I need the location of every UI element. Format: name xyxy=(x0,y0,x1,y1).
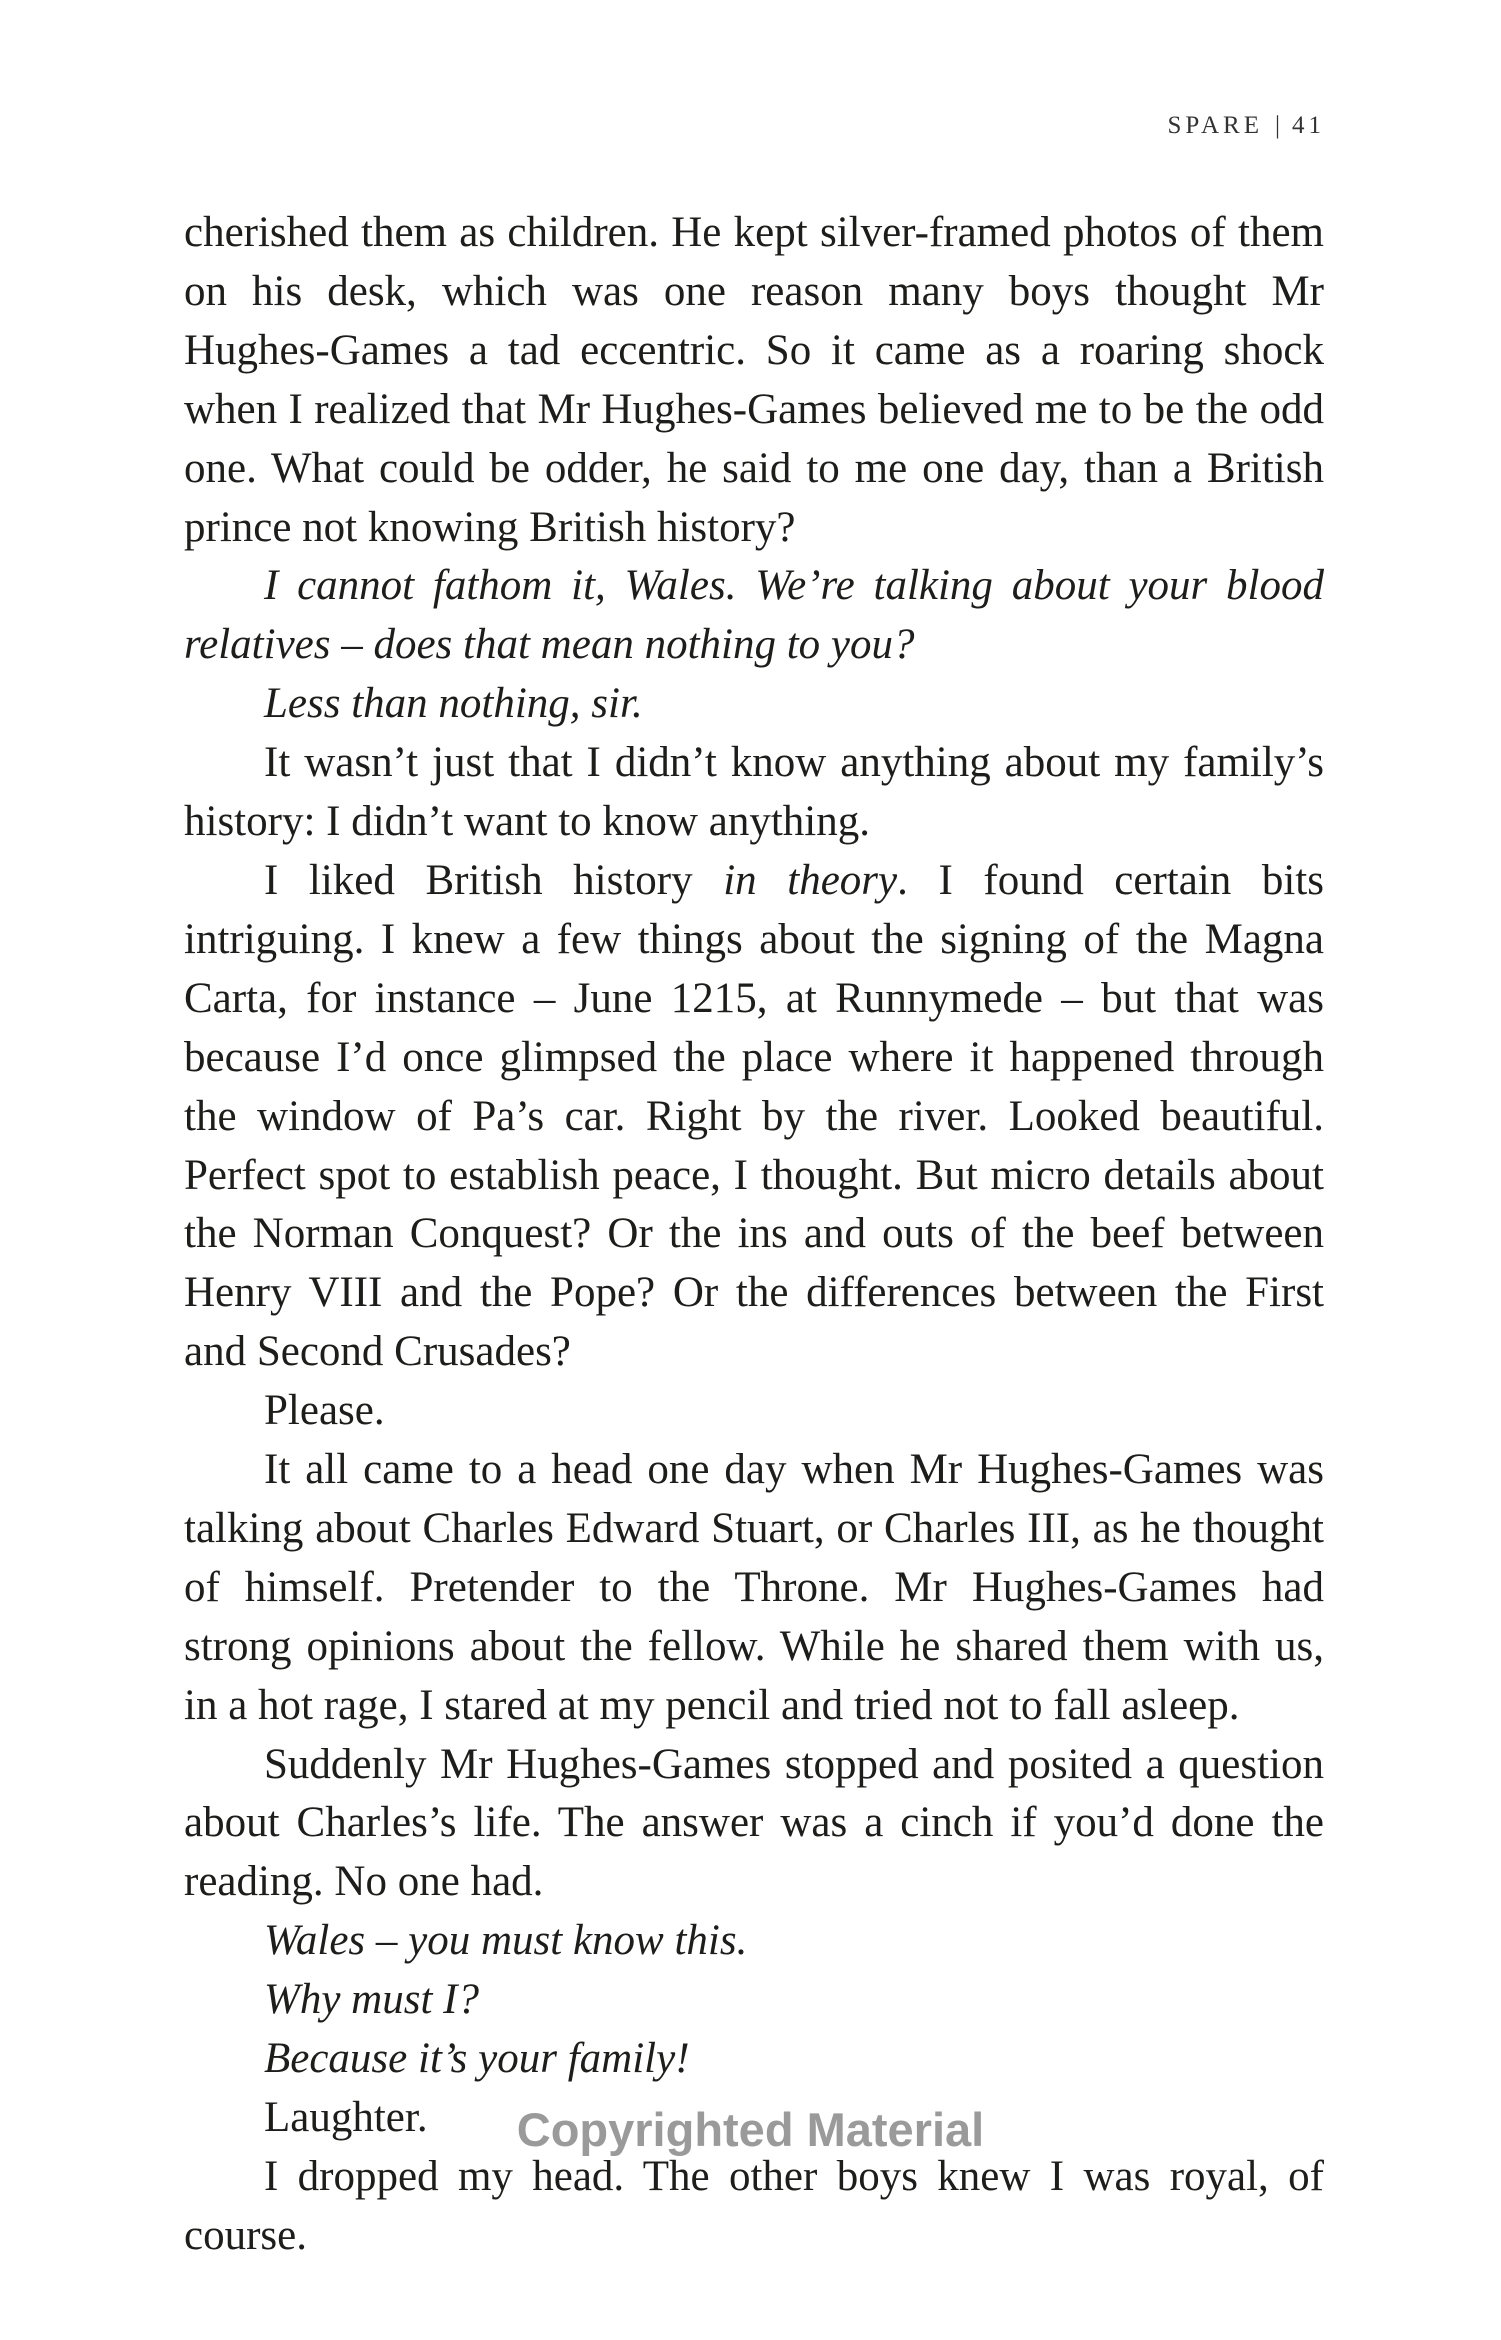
paragraph xyxy=(184,1971,1324,2030)
paragraph-text: It all came to a head one day when Mr Hughes-Games was talking about Charles Edward Stuart, or Charles III, as he thought of himself. Pretender to the Throne. Mr Hughes-Games had strong opinions about the fellow. While he shared them with us, in a hot rage, I stared at my pencil and tried not to fall asleep. xyxy=(184,1446,1324,1729)
paragraph xyxy=(184,734,1324,852)
paragraph-text: It wasn’t just that I didn’t know anything about my family’s history: I didn’t want to know anything. xyxy=(184,739,1324,846)
paragraph-text: I dropped my head. The other boys knew I was royal, of course. xyxy=(184,2152,1324,2259)
paragraph-text: Please. xyxy=(264,1387,385,1435)
paragraph-text: I liked British history xyxy=(264,856,724,904)
paragraph-text: Laughter. xyxy=(264,2094,428,2141)
paragraph-text: cherished them as children. He kept silver-framed photos of them on his desk, which was one reason many boys thought Mr Hughes-Games a tad eccentric. So it came as a roaring shock when I realized that Mr Hughes-Games believed me to be the odd one. What could be odder, he said to me one day, than a British prince not knowing British history? xyxy=(184,209,1324,551)
italic-dialogue: Less than nothing, sir. xyxy=(264,680,643,728)
italic-emphasis: in theory xyxy=(723,856,898,904)
paragraph xyxy=(184,557,1324,675)
paragraph xyxy=(184,204,1324,557)
paragraph-text: Suddenly Mr Hughes-Games stopped and posited a question about Charles’s life. The answer was a cinch if you’d done the reading. No one had. xyxy=(184,1740,1324,1906)
paragraph xyxy=(184,852,1324,1382)
body-text xyxy=(184,204,1324,2266)
copyright-watermark: Copyrighted Material xyxy=(516,2103,985,2156)
italic-dialogue: Because it’s your family! xyxy=(264,2035,690,2083)
paragraph-text: . I found certain bits intriguing. I knew a few things about the signing of the Magna Carta, for instance – June 1215, at Runnymede – but that was because I’d once glimpsed the place where it happened through the window of Pa’s car. Right by the river. Looked beautiful. Perfect spot to establish peace, I thought. But micro details about the Norman Conquest? Or the ins and outs of the beef between Henry VIII and the Pope? Or the differences between the First and Second Crusades? xyxy=(184,856,1324,1376)
paragraph xyxy=(184,2089,1324,2148)
paragraph xyxy=(184,2030,1324,2089)
book-title: SPARE xyxy=(1167,112,1263,139)
page-number: 41 xyxy=(1292,112,1325,139)
paragraph xyxy=(184,1382,1324,1441)
italic-dialogue: I cannot fathom it, Wales. We’re talking about your blood relatives – does that mean nothing to you? xyxy=(184,562,1324,669)
paragraph xyxy=(184,2148,1324,2266)
paragraph xyxy=(184,1441,1324,1736)
header-separator: | xyxy=(1274,112,1280,139)
paragraph xyxy=(184,675,1324,734)
running-head xyxy=(1167,112,1325,140)
paragraph xyxy=(184,1736,1324,1913)
italic-dialogue: Why must I? xyxy=(264,1976,479,2024)
italic-dialogue: Wales – you must know this. xyxy=(264,1917,748,1965)
paragraph xyxy=(184,1912,1324,1971)
